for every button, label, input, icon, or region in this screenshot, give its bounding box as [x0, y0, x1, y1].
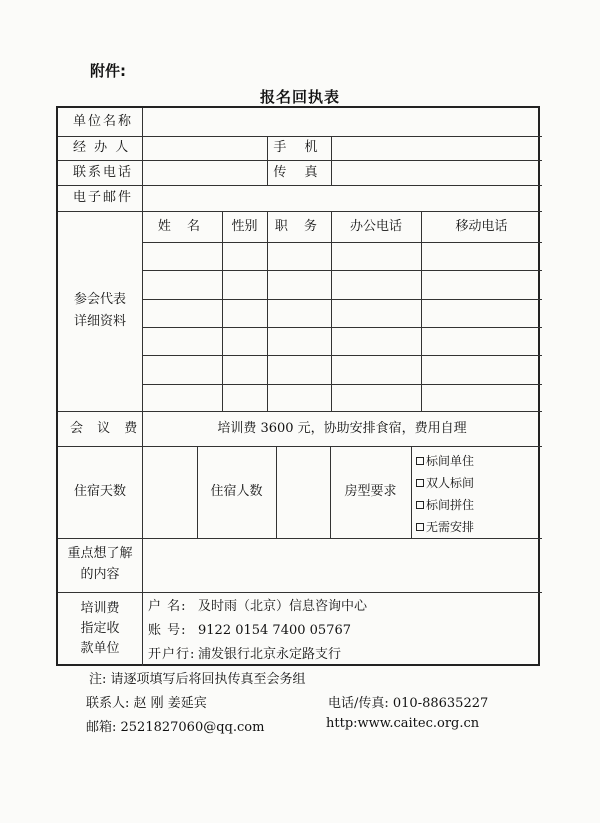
- representatives-label-line2: 详细资料: [73, 314, 126, 329]
- focus-label-line1: 重点想了解: [67, 546, 133, 562]
- meeting-fee-value: 培训费 3600 元，协助安排食宿，费用自理: [217, 420, 467, 436]
- office-phone-column-header: 办公电话: [349, 218, 402, 234]
- room-options-line: [411, 446, 412, 538]
- contact-phone-label: 联系电话: [73, 164, 134, 180]
- meeting-fee-label: 会 议 费: [70, 420, 143, 436]
- checkbox-icon[interactable]: [416, 523, 424, 531]
- attachment-label: 附件:: [90, 62, 126, 80]
- unit-name-field[interactable]: [142, 108, 542, 136]
- checkbox-icon[interactable]: [416, 457, 424, 465]
- room-option-label: 标间拼住: [426, 498, 475, 512]
- account-number-key: 账 号:: [148, 623, 187, 638]
- account-number-value: 9122 0154 7400 05767: [198, 623, 352, 638]
- training-account-label-line2: 指定收: [80, 620, 120, 636]
- mobile-phone-column-header: 移动电话: [455, 218, 508, 234]
- mobile-label: 手 机: [273, 140, 325, 156]
- mobile-field[interactable]: [331, 136, 542, 160]
- representative-row[interactable]: [142, 299, 542, 327]
- registration-form: [56, 106, 540, 666]
- room-option[interactable]: [416, 475, 538, 491]
- room-type-options: [416, 453, 538, 535]
- focus-field[interactable]: [142, 538, 542, 592]
- representative-row[interactable]: [142, 384, 542, 411]
- footer-note: 注: 请逐项填写后将回执传真至会务组: [89, 672, 306, 687]
- gender-column-header: 性别: [231, 218, 258, 234]
- room-option-label: 标间单住: [426, 454, 475, 468]
- training-account-label: [58, 592, 142, 666]
- account-name-row: [148, 598, 533, 616]
- checkbox-icon[interactable]: [416, 501, 424, 509]
- checkbox-icon[interactable]: [416, 479, 424, 487]
- room-option-label: 双人标间: [426, 476, 475, 490]
- representative-row[interactable]: [142, 270, 542, 299]
- representative-row[interactable]: [142, 327, 542, 355]
- footer-contacts: 联系人: 赵 刚 姜延宾: [86, 696, 207, 711]
- lodging-days-field[interactable]: [142, 446, 197, 538]
- lodging-people-field[interactable]: [276, 446, 330, 538]
- account-name-value: 及时雨（北京）信息咨询中心: [198, 599, 368, 614]
- room-option[interactable]: [416, 497, 538, 513]
- footer-phone-fax: 电话/传真: 010-88635227: [328, 696, 489, 711]
- representative-row[interactable]: [142, 355, 542, 384]
- representative-row[interactable]: [142, 242, 542, 270]
- unit-name-label: 单位名称: [73, 114, 134, 130]
- representatives-label: [58, 211, 142, 411]
- handler-label: 经 办 人: [73, 140, 131, 156]
- account-number-row: [148, 622, 533, 640]
- handler-field[interactable]: [142, 136, 267, 160]
- position-column-header: 职 务: [274, 218, 324, 234]
- name-column-header: 姓 名: [157, 218, 207, 234]
- focus-label-line2: 的内容: [80, 567, 120, 582]
- room-type-label: 房型要求: [344, 484, 397, 500]
- room-option[interactable]: [416, 519, 538, 535]
- training-account-label-line3: 款单位: [80, 641, 120, 657]
- email-field[interactable]: [142, 185, 542, 211]
- footer-email: 邮箱: 2521827060@qq.com: [86, 720, 265, 735]
- email-label: 电子邮件: [73, 190, 134, 206]
- opening-bank-row: [148, 646, 533, 664]
- training-account-details: [148, 598, 533, 664]
- representatives-label-line1: 参会代表: [73, 291, 126, 307]
- room-option-label: 无需安排: [426, 520, 475, 534]
- opening-bank-key: 开户行:: [148, 647, 196, 662]
- footer-website[interactable]: http:www.caitec.org.cn: [326, 716, 480, 731]
- account-name-key: 户 名:: [148, 599, 187, 614]
- opening-bank-value: 浦发银行北京永定路支行: [198, 647, 342, 662]
- contact-phone-field[interactable]: [142, 160, 267, 185]
- fax-field[interactable]: [331, 160, 542, 185]
- lodging-people-label: 住宿人数: [210, 484, 263, 500]
- lodging-days-label: 住宿天数: [73, 484, 126, 500]
- fax-label: 传 真: [273, 164, 325, 180]
- training-account-label-line1: 培训费: [80, 600, 120, 616]
- room-option[interactable]: [416, 453, 538, 469]
- focus-label: [58, 538, 142, 592]
- form-title: 报名回执表: [259, 88, 340, 106]
